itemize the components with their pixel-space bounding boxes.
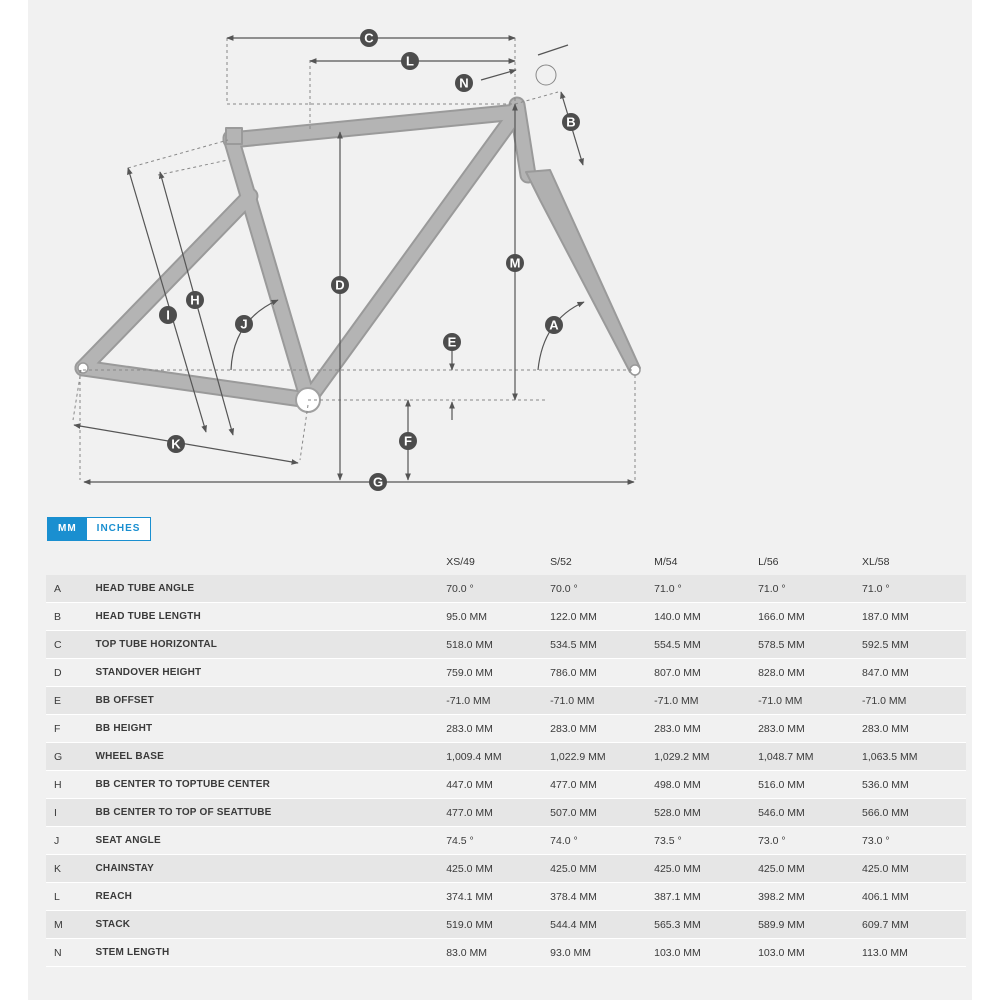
row-value: 516.0 MM	[758, 771, 862, 799]
row-value: 425.0 MM	[758, 855, 862, 883]
row-value: 283.0 MM	[862, 715, 966, 743]
row-value: 536.0 MM	[862, 771, 966, 799]
label-C	[360, 29, 378, 47]
row-value: -71.0 MM	[446, 687, 550, 715]
row-value: 83.0 MM	[446, 939, 550, 967]
row-value: 103.0 MM	[654, 939, 758, 967]
table-row	[46, 855, 966, 883]
row-value: 74.5 °	[446, 827, 550, 855]
row-name: REACH	[96, 883, 447, 911]
row-letter: N	[46, 939, 96, 967]
dim-label-A: A	[549, 317, 559, 333]
size-header: XL/58	[862, 556, 890, 568]
table-row	[46, 743, 966, 771]
label-B	[562, 113, 580, 131]
row-value: 498.0 MM	[654, 771, 758, 799]
row-name: STACK	[96, 911, 447, 939]
row-value: 73.0 °	[862, 827, 966, 855]
row-value: 592.5 MM	[862, 631, 966, 659]
row-value: 589.9 MM	[758, 911, 862, 939]
guide-lines	[73, 38, 635, 480]
row-value: 554.5 MM	[654, 631, 758, 659]
row-letter: K	[46, 855, 96, 883]
row-name: TOP TUBE HORIZONTAL	[96, 631, 447, 659]
row-value: 1,048.7 MM	[758, 743, 862, 771]
row-value: 71.0 °	[862, 575, 966, 603]
row-name: STEM LENGTH	[96, 939, 447, 967]
row-value: 378.4 MM	[550, 883, 654, 911]
row-letter: C	[46, 631, 96, 659]
row-value: 71.0 °	[758, 575, 862, 603]
label-A	[545, 316, 563, 334]
steerer-top	[536, 65, 556, 85]
dimension-lines	[74, 38, 634, 482]
row-letter: M	[46, 911, 96, 939]
row-value: 1,022.9 MM	[550, 743, 654, 771]
dim-label-L: L	[406, 53, 414, 69]
table-row	[46, 687, 966, 715]
row-value: 1,029.2 MM	[654, 743, 758, 771]
row-value: 70.0 °	[446, 575, 550, 603]
row-letter: H	[46, 771, 96, 799]
row-value: 113.0 MM	[862, 939, 966, 967]
dim-label-C: C	[364, 30, 374, 46]
label-N	[455, 74, 473, 92]
row-name: WHEEL BASE	[96, 743, 447, 771]
frame-geometry-diagram	[28, 0, 972, 500]
table-row	[46, 659, 966, 687]
unit-mm-button[interactable]: MM	[48, 518, 87, 540]
row-name: SEAT ANGLE	[96, 827, 447, 855]
row-value: -71.0 MM	[758, 687, 862, 715]
table-row	[46, 631, 966, 659]
label-D	[331, 276, 349, 294]
label-F	[399, 432, 417, 450]
frame-diagram-svg	[28, 0, 972, 500]
row-value: 477.0 MM	[550, 771, 654, 799]
row-value: -71.0 MM	[862, 687, 966, 715]
table-row	[46, 715, 966, 743]
row-value: 374.1 MM	[446, 883, 550, 911]
label-E	[443, 333, 461, 351]
row-name: HEAD TUBE ANGLE	[96, 575, 447, 603]
row-value: 544.4 MM	[550, 911, 654, 939]
row-value: 759.0 MM	[446, 659, 550, 687]
label-H	[186, 291, 204, 309]
row-letter: A	[46, 575, 96, 603]
label-I	[159, 306, 177, 324]
row-letter: B	[46, 603, 96, 631]
size-header: L/56	[758, 556, 779, 568]
table-row	[46, 939, 966, 967]
table-row	[46, 799, 966, 827]
dim-label-J: J	[240, 316, 248, 332]
row-name: BB HEIGHT	[96, 715, 447, 743]
table-header-row	[46, 549, 966, 575]
row-value: 71.0 °	[654, 575, 758, 603]
row-letter: F	[46, 715, 96, 743]
dim-label-E: E	[447, 334, 457, 350]
label-K	[167, 435, 185, 453]
row-value: 398.2 MM	[758, 883, 862, 911]
row-value: 122.0 MM	[550, 603, 654, 631]
dim-label-M: M	[509, 255, 521, 271]
row-value: 425.0 MM	[446, 855, 550, 883]
size-header: XS/49	[446, 556, 475, 568]
row-value: 187.0 MM	[862, 603, 966, 631]
label-J	[235, 315, 253, 333]
row-value: 847.0 MM	[862, 659, 966, 687]
row-value: 283.0 MM	[550, 715, 654, 743]
row-value: 425.0 MM	[654, 855, 758, 883]
row-value: -71.0 MM	[550, 687, 654, 715]
row-letter: D	[46, 659, 96, 687]
row-letter: E	[46, 687, 96, 715]
geometry-page	[28, 0, 972, 1000]
row-value: 95.0 MM	[446, 603, 550, 631]
row-value: 406.1 MM	[862, 883, 966, 911]
row-value: 73.5 °	[654, 827, 758, 855]
row-name: CHAINSTAY	[96, 855, 447, 883]
row-value: 786.0 MM	[550, 659, 654, 687]
row-value: 1,009.4 MM	[446, 743, 550, 771]
row-value: -71.0 MM	[654, 687, 758, 715]
row-letter: G	[46, 743, 96, 771]
row-name: BB CENTER TO TOPTUBE CENTER	[96, 771, 447, 799]
row-value: 283.0 MM	[758, 715, 862, 743]
row-value: 1,063.5 MM	[862, 743, 966, 771]
row-value: 507.0 MM	[550, 799, 654, 827]
row-value: 546.0 MM	[758, 799, 862, 827]
row-value: 387.1 MM	[654, 883, 758, 911]
row-letter: I	[46, 799, 96, 827]
row-value: 807.0 MM	[654, 659, 758, 687]
table-row	[46, 603, 966, 631]
table-row	[46, 883, 966, 911]
row-value: 518.0 MM	[446, 631, 550, 659]
row-value: 140.0 MM	[654, 603, 758, 631]
row-value: 447.0 MM	[446, 771, 550, 799]
row-value: 828.0 MM	[758, 659, 862, 687]
row-name: STANDOVER HEIGHT	[96, 659, 447, 687]
row-value: 519.0 MM	[446, 911, 550, 939]
label-G	[369, 473, 387, 491]
dim-label-D: D	[335, 277, 345, 293]
table-row	[46, 911, 966, 939]
row-name: BB CENTER TO TOP OF SEATTUBE	[96, 799, 447, 827]
row-value: 425.0 MM	[550, 855, 654, 883]
dim-label-B: B	[566, 114, 576, 130]
row-value: 609.7 MM	[862, 911, 966, 939]
row-value: 566.0 MM	[862, 799, 966, 827]
row-value: 73.0 °	[758, 827, 862, 855]
row-name: BB OFFSET	[96, 687, 447, 715]
row-value: 93.0 MM	[550, 939, 654, 967]
dim-label-I: I	[166, 307, 170, 323]
row-value: 74.0 °	[550, 827, 654, 855]
bike-frame	[83, 105, 640, 400]
unit-toggle	[47, 517, 151, 541]
row-letter: L	[46, 883, 96, 911]
row-letter: J	[46, 827, 96, 855]
dim-label-H: H	[190, 292, 200, 308]
size-header: S/52	[550, 556, 572, 568]
row-value: 578.5 MM	[758, 631, 862, 659]
label-M	[506, 254, 524, 272]
table-row	[46, 827, 966, 855]
row-value: 528.0 MM	[654, 799, 758, 827]
dim-label-K: K	[171, 436, 181, 452]
geometry-table	[46, 549, 966, 967]
table-row	[46, 771, 966, 799]
dim-label-F: F	[404, 433, 412, 449]
row-value: 425.0 MM	[862, 855, 966, 883]
row-value: 565.3 MM	[654, 911, 758, 939]
unit-inches-button[interactable]: INCHES	[96, 523, 141, 534]
row-value: 283.0 MM	[446, 715, 550, 743]
row-value: 103.0 MM	[758, 939, 862, 967]
row-value: 477.0 MM	[446, 799, 550, 827]
row-value: 166.0 MM	[758, 603, 862, 631]
label-L	[401, 52, 419, 70]
size-header: M/54	[654, 556, 678, 568]
row-value: 70.0 °	[550, 575, 654, 603]
dim-label-G: G	[372, 474, 384, 490]
dim-label-N: N	[459, 75, 469, 91]
row-name: HEAD TUBE LENGTH	[96, 603, 447, 631]
row-value: 283.0 MM	[654, 715, 758, 743]
table-row	[46, 575, 966, 603]
row-value: 534.5 MM	[550, 631, 654, 659]
